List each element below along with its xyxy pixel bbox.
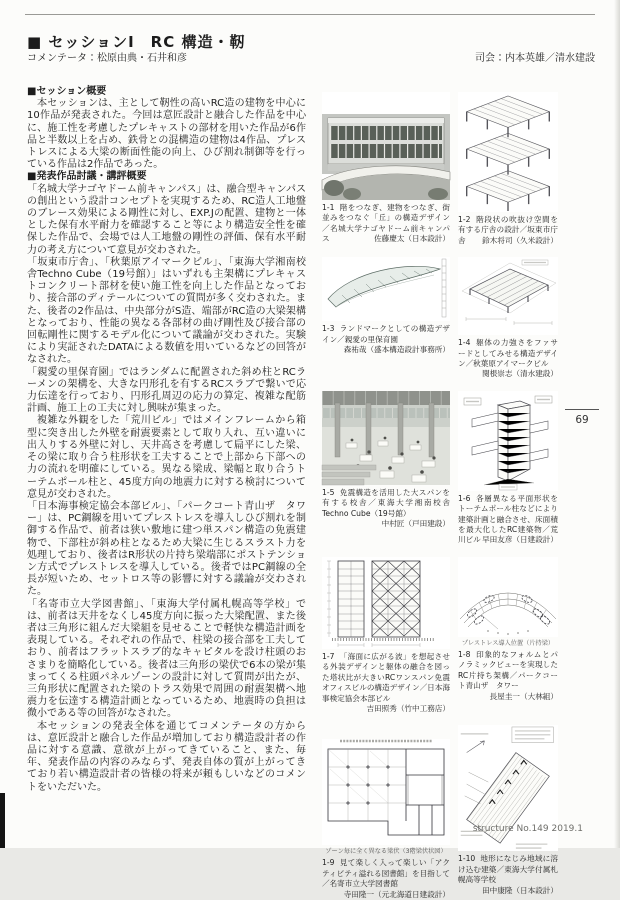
section2-heading: ■発表作品討議・講評概要	[27, 171, 147, 183]
figure-column	[322, 92, 558, 900]
figure-1-1	[322, 92, 450, 245]
figure-1-9	[322, 725, 450, 900]
figure-1-4-drawing	[458, 257, 558, 335]
figure-1-6-caption: 1-6 各層異なる平面形状をトーテムポール柱などにより建築計画と融合させ、床面積を最大化したRC建築物／荒川ビル 早田友彦（日建設計）	[458, 493, 558, 545]
figure-1-7-drawing	[322, 557, 450, 649]
figure-1-6-credit: 早田友彦（日建設計）	[482, 535, 558, 545]
header-rule	[25, 14, 595, 15]
figure-1-8	[458, 557, 558, 702]
article-column	[27, 86, 306, 794]
paragraph: 「日本海事検定協会本部ビル」、「パークコート青山ザ タワー」は、PC鋼線を用いてプレストレスを導入しひび割れを制御する作品で、前者は狭い敷地に建つ単スパン構造の免震建物で、下部柱が斜め柱となるため大梁に生じるスラスト力を処理しており、後者はR形状の片持ち梁端部にポストテンション方式でプレストレスを導入している。後者ではPC鋼線の全長が短いため、セットロス等の影響に対する議論が交わされた。	[27, 500, 306, 598]
figure-1-8-note: プレストレス導入位置（片持梁）	[461, 639, 555, 647]
paragraph: 本セッションは、主として靭性の高いRC造の建物を中心に10作品が発表された。今回は意匠設計と融合した作品を中心に、施工性を考慮したプレキャストの部材を用いた作品が6作品と半数以上を占め、鉄骨との混構造の建物は4作品、プレストレスによる大梁の断面性能の向上、ひび割れ制御等を行っている作品は2作品であった。	[27, 98, 306, 171]
figure-1-9-plan	[322, 739, 450, 845]
figure-1-3-caption: 1-3 ランドマークとしての構造デザイン／親愛の里保育園 森祐哉（盛本構造設計事務所）	[322, 324, 450, 355]
figure-1-2-credit: 鈴木将司（久米設計）	[482, 235, 558, 245]
paragraph: 「名寄市立大学図書館」、「東海大学付属札幌高等学校」では、前者は天井をなくし45度方向に振った大梁配置、また後者は三角形に組んだ大梁組を見せることで軽快な構造計画を表現している。それぞれの作品で、柱梁の接合部を工夫しており、前者はフラットスラブ的なキャピタルを設け柱頭のおさまりを簡略化している。後者は三角形の梁伏で6本の梁が集まってくる柱頭パネルゾーンの設計に対して質問が出たが、三角形状に配置された梁のトラス効果で周囲の耐震架構へ地震力を伝達する構造計画となっているため、地震時の負担は微小である等の回答がなされた。	[27, 598, 306, 720]
figure-1-10	[458, 725, 558, 896]
figure-1-7-caption: 1-7 「海面に広がる波」を想起させる外装デザインと躯体の融合を図った塔状比が大きいRCワンスパン免震オフィスビルの構造デザイン／日本海事検定協会本部ビル 吉田照秀（竹中工務店）	[322, 651, 450, 713]
paragraph: 「坂東市庁舎」、「秋葉原アイマークビル」、「東海大学湘南校舎Techno Cube（19号館）」はいずれも主架構にプレキャストコンクリート部材を使い施工性を向上した作品となっており、接合部のディテールについての質問が多く交わされた。また、後者の2作品は、中央部分がS造、端部がRC造の大梁架構となっており、性能の異なる各部材の曲げ剛性及び接合部の回転剛性に関するモデル化について議論が交わされた。実験により実証されたDATAによる数値を用いているなどの回答がなされた。	[27, 256, 306, 366]
section1-heading: ■セッション概要	[27, 86, 107, 97]
figure-1-8-credit: 長屋圭一（大林組）	[489, 691, 558, 701]
figure-1-2-drawing	[458, 92, 558, 212]
figure-1-1-photo	[322, 92, 450, 200]
figure-1-7-credit: 吉田照秀（竹中工務店）	[366, 703, 450, 713]
session-title: ■ セッションⅠ RC 構造・靭	[27, 33, 246, 52]
figure-1-3-drawing	[322, 257, 450, 321]
scan-artifact	[0, 793, 5, 848]
figure-1-4	[458, 257, 558, 380]
page-number: 69	[565, 409, 599, 426]
figure-1-10-caption: 1-10 地形になじみ地域に溶け込む建築／東海大学付属札幌高等学校 田中康隆（日本設計）	[458, 854, 558, 895]
figure-1-8-caption: 1-8 印象的なフォルムとパノラミックビューを実現したRC片持ち架構／パークコート青山ザ タワー 長屋圭一（大林組）	[458, 649, 558, 701]
figure-1-4-caption: 1-4 躯体の力強さをファサードとしてみせる構造デザイン／秋葉原アイマークビル 関根崇志（清水建設）	[458, 338, 558, 379]
figure-1-1-caption: 1-1 階をつなぎ、建物をつなぎ、街並みをつなぐ「丘」の構造デザイン／名城大学ナゴヤドーム前キャンパス 佐藤慶太（日本設計）	[322, 203, 450, 244]
figure-1-4-credit: 関根崇志（清水建設）	[482, 369, 558, 379]
figure-1-9-credit: 寺田隆一（元北海道日建設計）	[343, 889, 450, 899]
paragraph: 本セッションの発表全体を通じてコメンテータの方からは、意匠設計と融合した作品が増加しており構造設計者の作品に対する意識、意欲が上がってきていること、また、毎年、発表作品の内容のみならず、発表自体の質が上がってきており若い構造設計者の皆様の将来が頼もしいなどのコメントをいただいた。	[27, 720, 306, 793]
figure-1-5	[322, 391, 450, 530]
paragraph: 複雑な外観をした「荒川ビル」ではメインフレームから箱型に突き出した外壁を耐震要素として取り入れ、互い違いに出入りする外壁に対し、天井高さを考慮して扁平にした梁、その梁に取り合う柱形状を工夫することで上部から下部への力の流れを明確にしている。異なる梁成、梁幅と取り合うトーテムポール柱と、45度方向の地震力に対する検討について意見が交わされた。	[27, 415, 306, 500]
figure-1-7	[322, 557, 450, 714]
figure-1-3	[322, 257, 450, 355]
figure-1-2	[458, 92, 558, 246]
moderator-label: 司会：内本英雄／清水建設	[475, 53, 595, 64]
paragraph: 「親愛の里保育園」ではランダムに配置された斜め柱とRCラーメンの架構を、大きな円形孔を有するRCスラブで繋いで応力伝達を行っており、円形孔周辺の応力の算定、複雑な配筋計画、施工上の工夫に対し興味が集まった。	[27, 366, 306, 415]
figure-1-1-credit: 佐藤慶太（日本設計）	[374, 234, 450, 244]
figure-1-6	[458, 391, 558, 546]
figure-1-6-drawing	[458, 391, 558, 491]
scan-edge-shade	[614, 0, 620, 848]
figure-1-9-note: ゾーン毎に全く異なる梁伏（3階梁伏状図）	[325, 848, 447, 856]
figure-1-5-photo	[322, 391, 450, 485]
figure-1-5-caption: 1-5 免震構造を活用した大スパンを有する校舎／東海大学湘南校舎Techno Cube（19号館） 中村匠（戸田建設）	[322, 487, 450, 529]
figure-1-3-credit: 森祐哉（盛本構造設計事務所）	[343, 345, 450, 355]
byline-row	[27, 49, 595, 64]
figure-1-2-caption: 1-2 階段状の吹抜け空間を有する庁舎の設計／坂東市庁舎 鈴木将司（久米設計）	[458, 215, 558, 245]
figure-1-5-credit: 中村匠（戸田建設）	[381, 519, 450, 529]
paragraph: 「名城大学ナゴヤドーム前キャンパス」は、融合型キャンパスの創出という設計コンセプトを実現するため、RC造人工地盤のブレース効果による剛性に対し、EXP.Jの配置、建物と一体とした保有水平耐力を確認すること等により構造安全性を確保した作品で、会場では人工地盤の剛性の評価、保有水平耐力の考え方について意見が交わされた。	[27, 183, 306, 256]
journal-footer: structure No.149 2019.1	[472, 824, 583, 834]
figure-1-8-drawing	[458, 557, 558, 637]
commentators-label: コメンテータ：松原由典・石井和彦	[27, 53, 187, 64]
figure-1-10-credit: 田中康隆（日本設計）	[482, 885, 558, 895]
figure-1-9-caption: 1-9 見て楽しく入って楽しい「アクティビティ溢れる図書館」を目指して／名寄市立大学図書館 寺田隆一（元北海道日建設計）	[322, 858, 450, 899]
